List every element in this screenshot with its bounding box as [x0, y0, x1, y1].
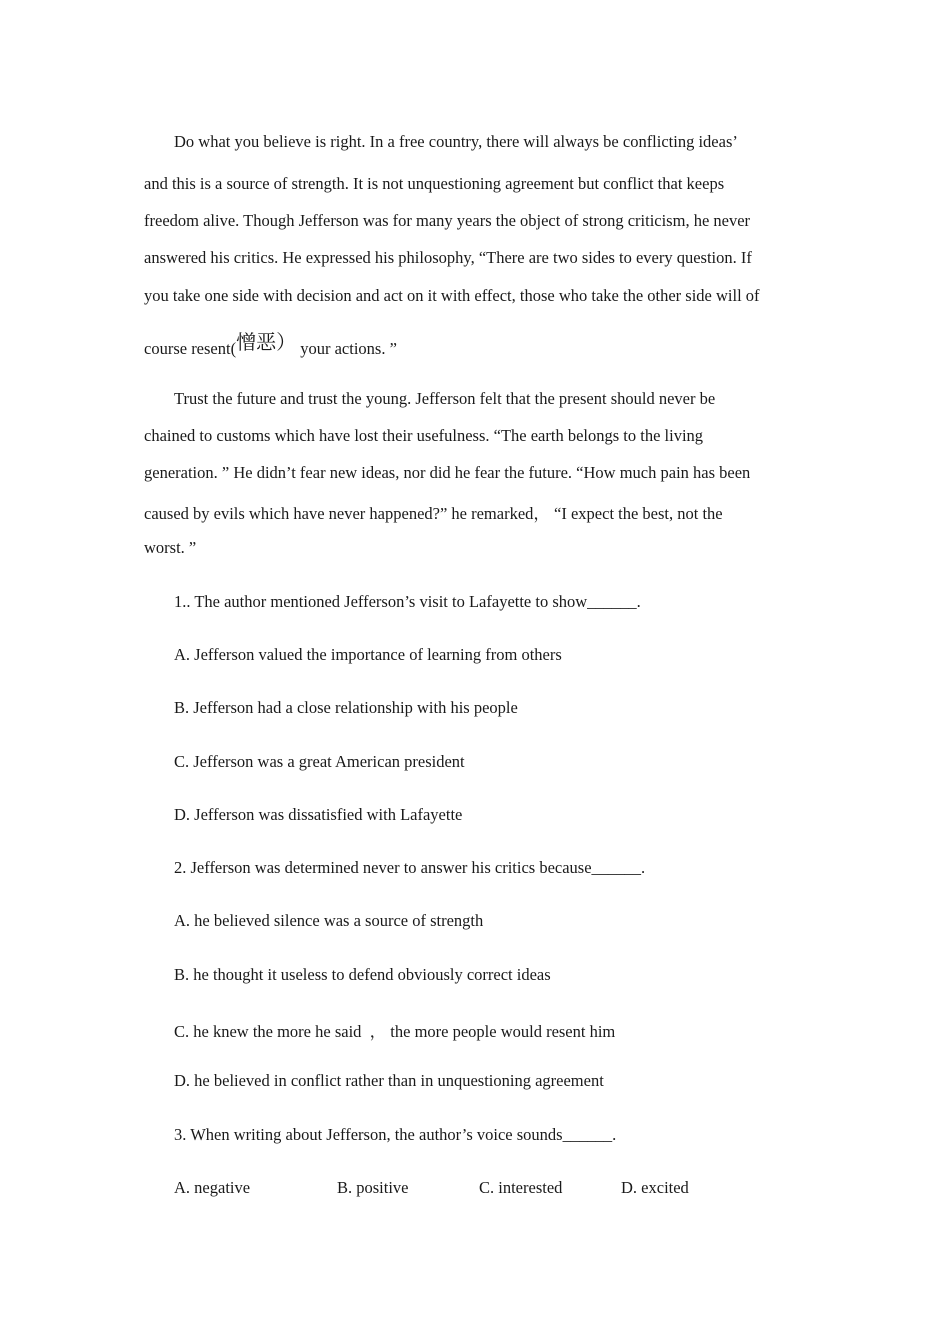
passage-line: generation. ” He didn’t fear new ideas, nor did he fear the future. “How much pain has been [144, 463, 751, 482]
answer-option: C. interested [479, 1178, 563, 1197]
question-stem: 3. When writing about Jefferson, the author’s voice sounds______. [174, 1125, 617, 1144]
passage-line: and this is a source of strength. It is not unquestioning agreement but conflict that keeps [144, 174, 725, 193]
answer-option: B. positive [337, 1178, 409, 1197]
answer-option: C. he knew the more he said ， the more people would resent him [174, 1022, 616, 1041]
passage-text: course resent( [144, 339, 237, 358]
answer-option: D. he believed in conflict rather than in unquestioning agreement [174, 1071, 604, 1090]
passage-line: chained to customs which have lost their usefulness. “The earth belongs to the living [144, 426, 704, 445]
passage-line: caused by evils which have never happened?” he remarked， “I expect the best, not the [144, 504, 723, 523]
passage-line: Do what you believe is right. In a free country, there will always be conflicting ideas’ [174, 132, 738, 151]
answer-option: C. Jefferson was a great American president [174, 752, 465, 771]
answer-option: A. negative [174, 1178, 251, 1197]
passage-line: worst. ” [144, 538, 197, 557]
answer-option: B. he thought it useless to defend obviously correct ideas [174, 965, 551, 984]
answer-option: D. excited [621, 1178, 689, 1197]
answer-option: A. Jefferson valued the importance of learning from others [174, 645, 562, 664]
passage-line: freedom alive. Though Jefferson was for many years the object of strong criticism, he never [144, 211, 751, 230]
passage-text: your actions. ” [296, 339, 397, 358]
answer-option: B. Jefferson had a close relationship with his people [174, 698, 518, 717]
question-stem: 1.. The author mentioned Jefferson’s visit to Lafayette to show______. [174, 592, 641, 611]
passage-line: Trust the future and trust the young. Jefferson felt that the present should never be [174, 389, 716, 408]
chinese-gloss: 憎恶） [236, 332, 297, 354]
answer-option: D. Jefferson was dissatisfied with Lafayette [174, 805, 463, 824]
passage-line: answered his critics. He expressed his philosophy, “There are two sides to every question. If [144, 248, 752, 267]
passage-line: you take one side with decision and act on it with effect, those who take the other side will of [144, 286, 760, 305]
question-stem: 2. Jefferson was determined never to answer his critics because______. [174, 858, 646, 877]
passage-line [144, 331, 397, 360]
answer-option: A. he believed silence was a source of strength [174, 911, 484, 930]
